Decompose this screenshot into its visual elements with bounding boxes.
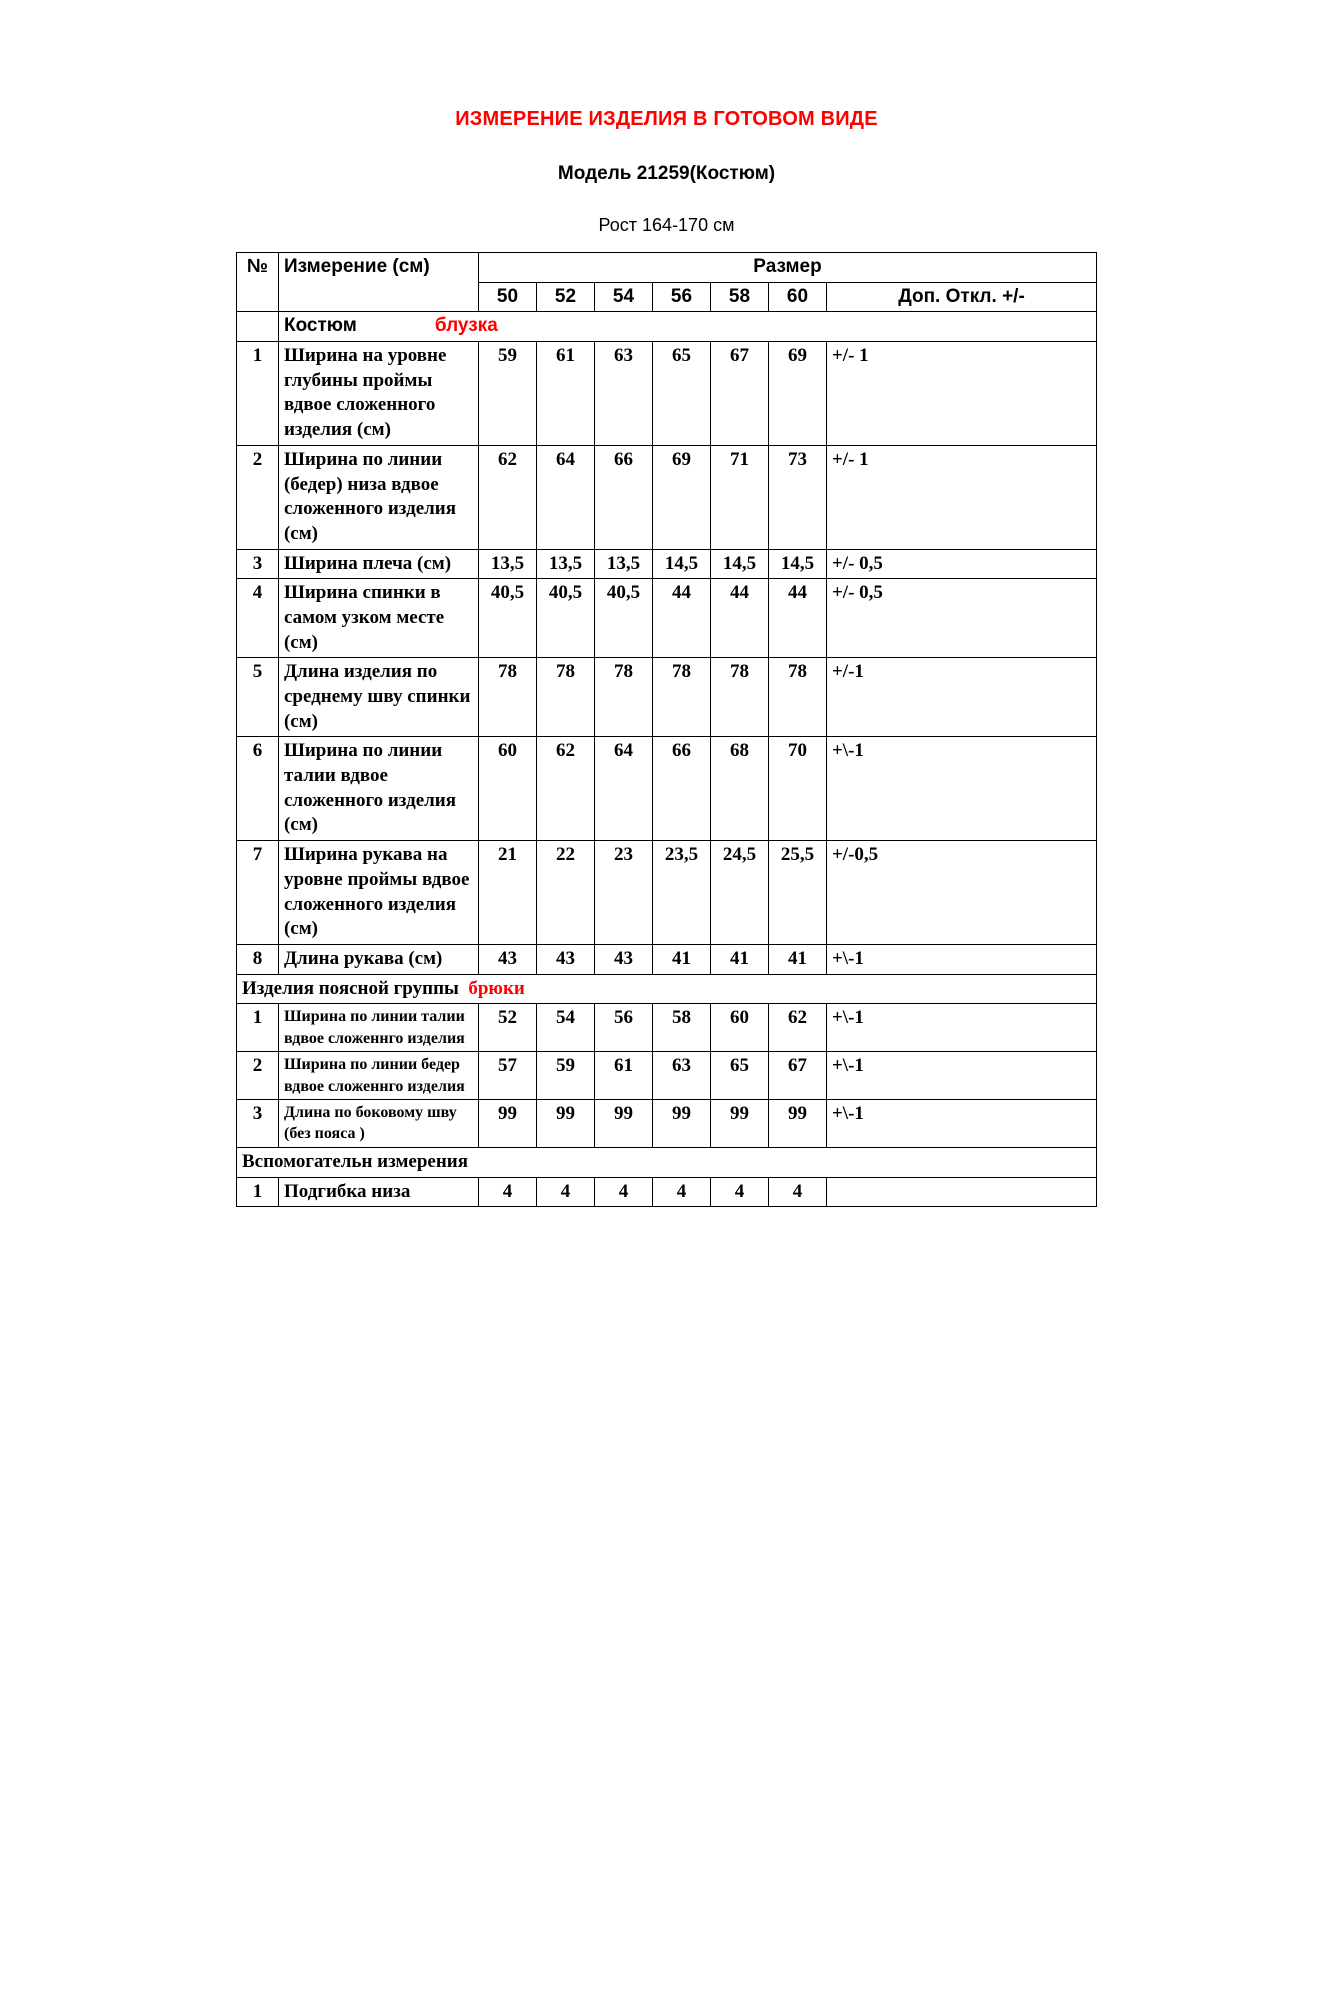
row-label: Длина по боковому шву (без пояса )	[278, 1100, 478, 1148]
row-value-50: 60	[478, 737, 536, 841]
row-value-54: 56	[594, 1004, 652, 1052]
row-value-54: 4	[594, 1177, 652, 1207]
row-value-58: 68	[710, 737, 768, 841]
row-label: Длина рукава (см)	[278, 944, 478, 974]
row-value-60: 70	[768, 737, 826, 841]
row-value-60: 78	[768, 658, 826, 737]
header-row-top	[236, 253, 1096, 283]
measurements-table	[236, 252, 1097, 1207]
row-value-56: 66	[652, 737, 710, 841]
row-label: Ширина рукава на уровне проймы вдвое сложенного изделия (см)	[278, 841, 478, 945]
table-row	[236, 342, 1096, 446]
row-deviation	[826, 1177, 1096, 1207]
section-band-spacer	[236, 312, 278, 342]
section-band-text-black: Костюм	[283, 315, 357, 337]
row-deviation: +\-1	[826, 1100, 1096, 1148]
row-deviation: +\-1	[826, 1052, 1096, 1100]
row-deviation: +/-1	[826, 658, 1096, 737]
row-value-58: 99	[710, 1100, 768, 1148]
row-value-54: 63	[594, 342, 652, 446]
row-value-52: 43	[536, 944, 594, 974]
row-number: 6	[236, 737, 278, 841]
row-value-50: 40,5	[478, 579, 536, 658]
row-number: 7	[236, 841, 278, 945]
header-number: №	[236, 253, 278, 312]
row-value-56: 4	[652, 1177, 710, 1207]
table-row	[236, 658, 1096, 737]
row-value-52: 64	[536, 445, 594, 549]
row-value-54: 61	[594, 1052, 652, 1100]
table-row	[236, 1177, 1096, 1207]
row-number: 1	[236, 1004, 278, 1052]
row-value-58: 24,5	[710, 841, 768, 945]
row-deviation: +/- 1	[826, 342, 1096, 446]
section-band-text-black: Изделия поясной группы	[241, 977, 459, 999]
row-value-52: 99	[536, 1100, 594, 1148]
table-row	[236, 944, 1096, 974]
row-label: Ширина спинки в самом узком месте (см)	[278, 579, 478, 658]
section-band-poyasnaya	[236, 974, 1096, 1004]
row-value-58: 60	[710, 1004, 768, 1052]
row-deviation: +/- 0,5	[826, 579, 1096, 658]
row-value-56: 78	[652, 658, 710, 737]
row-label: Ширина по линии талии вдвое сложеннго изделия	[278, 1004, 478, 1052]
row-number: 8	[236, 944, 278, 974]
row-value-52: 13,5	[536, 549, 594, 579]
model-subtitle: Модель 21259(Костюм)	[557, 163, 776, 184]
section-band-label-poyasnaya	[236, 974, 1096, 1004]
row-value-54: 40,5	[594, 579, 652, 658]
row-deviation: +\-1	[826, 737, 1096, 841]
row-label: Длина изделия по среднему шву спинки (см)	[278, 658, 478, 737]
table-row	[236, 445, 1096, 549]
row-value-50: 43	[478, 944, 536, 974]
row-value-52: 22	[536, 841, 594, 945]
row-value-52: 4	[536, 1177, 594, 1207]
row-number: 2	[236, 1052, 278, 1100]
section-band-kostyum	[236, 312, 1096, 342]
row-value-60: 67	[768, 1052, 826, 1100]
row-value-60: 73	[768, 445, 826, 549]
row-label: Ширина по линии талии вдвое сложенного изделия (см)	[278, 737, 478, 841]
row-value-50: 99	[478, 1100, 536, 1148]
row-value-56: 58	[652, 1004, 710, 1052]
section-band-label-kostyum	[278, 312, 1096, 342]
row-value-56: 65	[652, 342, 710, 446]
row-label: Подгибка низа	[278, 1177, 478, 1207]
row-value-56: 23,5	[652, 841, 710, 945]
row-value-54: 43	[594, 944, 652, 974]
row-value-52: 59	[536, 1052, 594, 1100]
row-value-54: 13,5	[594, 549, 652, 579]
row-label: Ширина по линии бедер вдвое сложеннго изделия	[278, 1052, 478, 1100]
row-value-50: 59	[478, 342, 536, 446]
table-row	[236, 1052, 1096, 1100]
row-number: 5	[236, 658, 278, 737]
table-row	[236, 549, 1096, 579]
row-value-52: 40,5	[536, 579, 594, 658]
section-band-text-red: блузка	[434, 315, 498, 337]
header-size-54: 54	[594, 282, 652, 312]
row-value-58: 65	[710, 1052, 768, 1100]
table-row	[236, 1004, 1096, 1052]
row-value-60: 69	[768, 342, 826, 446]
header-size-58: 58	[710, 282, 768, 312]
row-deviation: +/- 1	[826, 445, 1096, 549]
row-value-58: 71	[710, 445, 768, 549]
row-label: Ширина плеча (см)	[278, 549, 478, 579]
table-row	[236, 841, 1096, 945]
row-value-60: 99	[768, 1100, 826, 1148]
header-measurement: Измерение (см)	[278, 253, 478, 312]
row-value-52: 62	[536, 737, 594, 841]
row-value-56: 44	[652, 579, 710, 658]
row-value-50: 57	[478, 1052, 536, 1100]
section-band-vspomogatelnye	[236, 1147, 1096, 1177]
row-value-52: 61	[536, 342, 594, 446]
row-number: 4	[236, 579, 278, 658]
row-value-50: 62	[478, 445, 536, 549]
row-value-60: 25,5	[768, 841, 826, 945]
row-value-58: 4	[710, 1177, 768, 1207]
row-number: 3	[236, 549, 278, 579]
row-value-60: 4	[768, 1177, 826, 1207]
row-value-50: 21	[478, 841, 536, 945]
header-size-52: 52	[536, 282, 594, 312]
row-value-60: 14,5	[768, 549, 826, 579]
row-value-54: 64	[594, 737, 652, 841]
row-value-58: 78	[710, 658, 768, 737]
row-value-60: 62	[768, 1004, 826, 1052]
row-value-56: 14,5	[652, 549, 710, 579]
row-value-54: 66	[594, 445, 652, 549]
row-value-56: 41	[652, 944, 710, 974]
table-row	[236, 1100, 1096, 1148]
page-title: ИЗМЕРЕНИЕ ИЗДЕЛИЯ В ГОТОВОМ ВИДЕ	[455, 108, 878, 130]
row-number: 1	[236, 342, 278, 446]
row-number: 3	[236, 1100, 278, 1148]
header-size-60: 60	[768, 282, 826, 312]
row-value-54: 23	[594, 841, 652, 945]
table-header	[236, 253, 1096, 312]
row-value-60: 41	[768, 944, 826, 974]
row-deviation: +\-1	[826, 944, 1096, 974]
section-band-label-vspomogatelnye: Вспомогательн измерения	[236, 1147, 1096, 1177]
row-value-50: 4	[478, 1177, 536, 1207]
row-value-56: 69	[652, 445, 710, 549]
row-value-60: 44	[768, 579, 826, 658]
header-deviation: Доп. Откл. +/-	[826, 282, 1096, 312]
header-size-group: Размер	[478, 253, 1096, 283]
header-size-56: 56	[652, 282, 710, 312]
row-value-54: 78	[594, 658, 652, 737]
table-row	[236, 737, 1096, 841]
row-value-50: 78	[478, 658, 536, 737]
row-value-50: 52	[478, 1004, 536, 1052]
row-deviation: +/-0,5	[826, 841, 1096, 945]
row-value-52: 78	[536, 658, 594, 737]
row-number: 1	[236, 1177, 278, 1207]
row-label: Ширина по линии (бедер) низа вдвое сложенного изделия (см)	[278, 445, 478, 549]
row-value-58: 14,5	[710, 549, 768, 579]
row-value-56: 99	[652, 1100, 710, 1148]
header-size-50: 50	[478, 282, 536, 312]
row-value-52: 54	[536, 1004, 594, 1052]
row-value-58: 41	[710, 944, 768, 974]
row-value-58: 67	[710, 342, 768, 446]
height-range-label: Рост 164-170 см	[598, 215, 735, 235]
row-value-50: 13,5	[478, 549, 536, 579]
row-number: 2	[236, 445, 278, 549]
row-label: Ширина на уровне глубины проймы вдвое сложенного изделия (см)	[278, 342, 478, 446]
table-body	[236, 312, 1096, 1207]
row-value-58: 44	[710, 579, 768, 658]
row-value-54: 99	[594, 1100, 652, 1148]
row-deviation: +/- 0,5	[826, 549, 1096, 579]
section-band-text-red: брюки	[468, 977, 525, 999]
row-deviation: +\-1	[826, 1004, 1096, 1052]
table-row	[236, 579, 1096, 658]
row-value-56: 63	[652, 1052, 710, 1100]
